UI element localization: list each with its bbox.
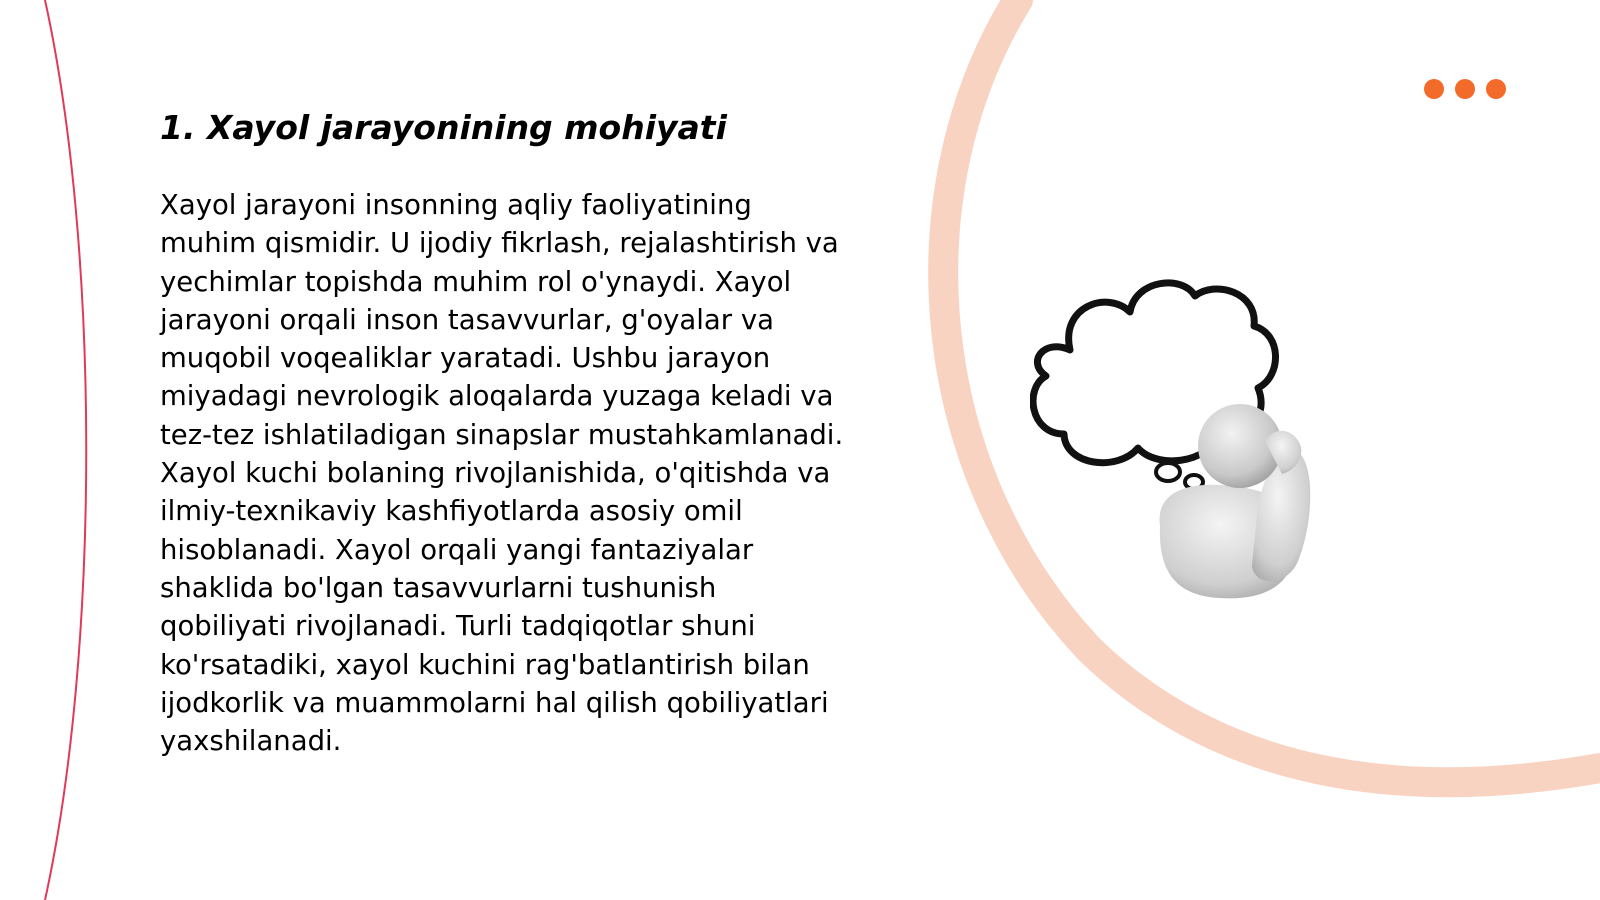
dot-3	[1486, 79, 1506, 99]
thinking-person-icon	[1030, 276, 1350, 616]
left-accent-curve	[45, 0, 86, 900]
menu-dots-icon	[1424, 79, 1506, 99]
slide-body-text: Xayol jarayoni insonning aqliy faoliyatining muhim qismidir. U ijodiy fikrlash, rejalashtirish va yechimlar topishda muhim rol o'ynaydi. Xayol jarayoni orqali inson tasavvurlar, g'oyalar va muqobil voqealiklar yaratadi. Ushbu jarayon miyadagi nevrologik aloqalarda yuzaga keladi va tez-tez ishlatiladigan sinapslar mustahkamlanadi. Xayol kuchi bolaning rivojlanishida, o'qitishda va ilmiy-texnikaviy kashfiyotlarda asosiy omil hisoblanadi. Xayol orqali yangi fantaziyalar shaklida bo'lgan tasavvurlarni tushunish qobiliyati rivojlanadi. Turli tadqiqotlar shuni ko'rsatadiki, xayol kuchini rag'batlantirish bilan ijodkorlik va muammolarni hal qilish qobiliyatlari yaxshilanadi.	[160, 189, 844, 758]
dot-2	[1455, 79, 1475, 99]
slide-title: 1. Xayol jarayonining mohiyati	[160, 108, 727, 147]
dot-1	[1424, 79, 1444, 99]
